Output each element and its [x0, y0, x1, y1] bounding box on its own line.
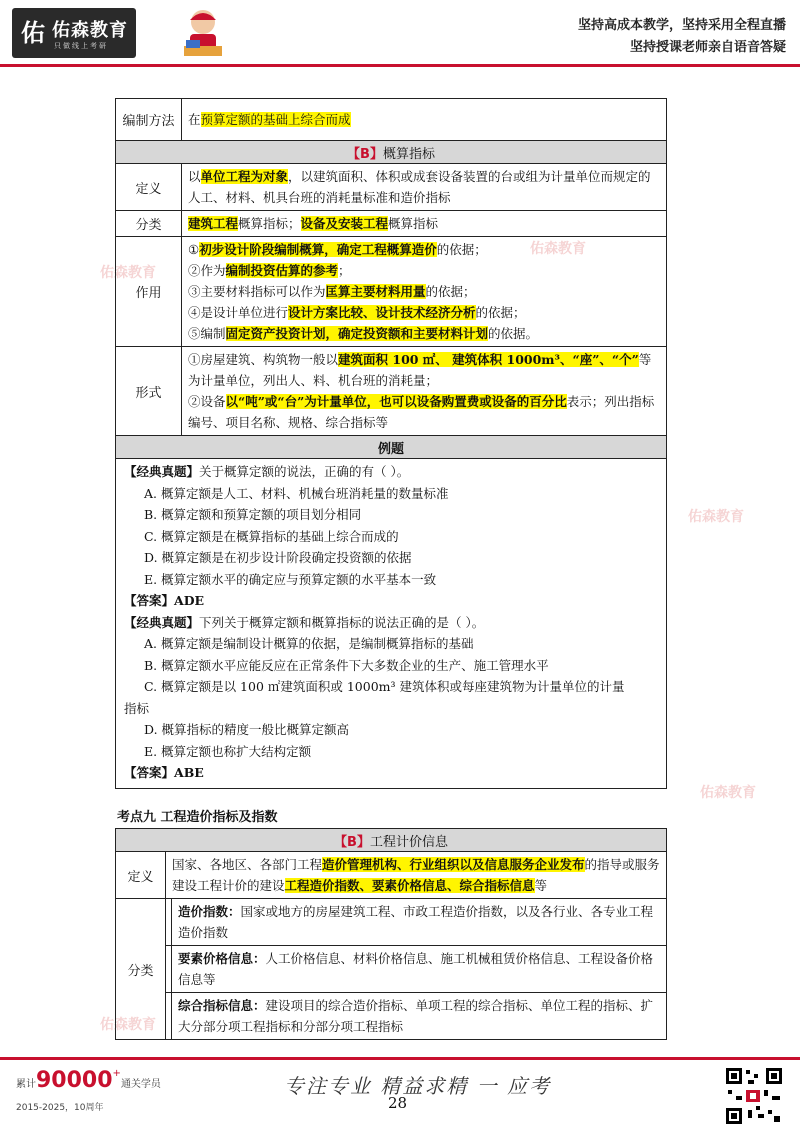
brand-tagline: 只做线上考研 [54, 42, 108, 50]
footer-divider [0, 1057, 800, 1060]
brand-name: 佑森教育 [52, 20, 128, 41]
concept-table-estimate-index [115, 98, 667, 789]
form-value [182, 347, 667, 436]
question-2-stem: 【经典真题】下列关于概算定额和概算指标的说法正确的是（ ）。 [124, 614, 485, 630]
watermark-logo-icon: 佑森教育 [100, 265, 156, 281]
mascot-icon [178, 6, 228, 62]
slogan-line-1: 坚持高成本教学，坚持采用全程直播 [577, 18, 786, 33]
method-value: 在预算定额的基础上综合而成 [182, 99, 667, 141]
definition-label: 定义 [116, 164, 182, 211]
section-heading-kaodian-9: 考点九 工程造价指标及指数 [117, 810, 278, 825]
question-option: A. 概算定额是编制设计概算的依据，是编制概算指标的基础 [144, 636, 474, 651]
concept-table-cost-info [115, 828, 667, 1040]
handwritten-motto: 专注专业 精益求精 一 应考 [284, 1074, 552, 1098]
function-item: ③主要材料指标可以作为匡算主要材料用量的依据； [188, 284, 476, 299]
logo-emblem-icon: 佑 [21, 18, 45, 47]
example-questions [116, 459, 667, 789]
classification-item: 要素价格信息：人工价格信息、材料价格信息、施工机械租赁价格信息、工程设备价格信息等 [172, 946, 667, 993]
classification-value: 建筑工程概算指标；设备及安装工程概算指标 [182, 211, 667, 237]
watermark-logo-icon: 佑森教育 [700, 785, 756, 801]
header-divider [0, 64, 800, 67]
watermark-logo-icon: 佑森教育 [100, 1017, 156, 1033]
function-item: ④是设计单位进行设计方案比较、设计技术经济分析的依据； [188, 305, 526, 320]
example-header: 例题 [116, 436, 667, 459]
classification-item: 综合指标信息：建设项目的综合造价指标、单项工程的综合指标、单位工程的指标、扩大分部分项工程指标和分部分项工程指标 [172, 993, 667, 1040]
student-count: 累计90000+通关学员 [16, 1068, 161, 1093]
question-option: A. 概算定额是人工、材料、机械台班消耗量的数量标准 [144, 485, 449, 501]
question-option: C. 概算定额是以 100 ㎡建筑面积或 1000m³ 建筑体积或每座建筑物为计量单位的计量 [144, 679, 625, 694]
anniversary-text: 2015-2025，10周年 [16, 1103, 104, 1113]
question-1-answer: 【答案】ADE [124, 593, 205, 608]
page-header [0, 0, 800, 66]
question-option: C. 概算定额是在概算指标的基础上综合而成的 [144, 528, 399, 544]
function-item: ⑤编制固定资产投资计划，确定投资额和主要材料计划的依据。 [188, 326, 539, 341]
question-option: E. 概算定额水平的确定应与预算定额的水平基本一致 [144, 571, 437, 587]
definition-value: 以单位工程为对象，以建筑面积、体积或成套设备装置的台或组为计量单位而规定的人工、材料、机具台班的消耗量标准和造价指标 [182, 164, 667, 211]
classification-label: 分类 [116, 899, 166, 1040]
question-option: B. 概算定额和预算定额的项目划分相同 [144, 507, 362, 522]
method-label: 编制方法 [116, 99, 182, 141]
function-item: ②作为编制投资估算的参考； [188, 263, 351, 278]
form-item: ②设备以“吨”或“台”为计量单位，也可以设备购置费或设备的百分比表示；列出指标编号、项目名称、规格、综合指标等 [188, 394, 655, 430]
question-option: D. 概算定额是在初步设计阶段确定投资额的依据 [144, 550, 412, 565]
question-option: E. 概算定额也称扩大结构定额 [144, 743, 312, 759]
function-label: 作用 [116, 237, 182, 347]
section-header-estimate-index: 【B】概算指标 [116, 141, 667, 164]
definition-value: 国家、各地区、各部门工程造价管理机构、行业组织以及信息服务企业发布的指导或服务建设工程计价的建设工程造价指数、要素价格信息、综合指标信息等 [166, 852, 667, 899]
function-item: ①初步设计阶段编制概算，确定工程概算造价的依据； [188, 242, 487, 257]
question-option: D. 概算指标的精度一般比概算定额高 [144, 722, 350, 737]
watermark-logo-icon: 佑森教育 [530, 241, 586, 257]
page-number: 28 [388, 1094, 408, 1112]
qr-code-icon [724, 1066, 784, 1126]
definition-label: 定义 [116, 852, 166, 899]
question-1-stem: 【经典真题】关于概算定额的说法，正确的有（ ）。 [124, 464, 410, 479]
form-label: 形式 [116, 347, 182, 436]
classification-label: 分类 [116, 211, 182, 237]
question-option-wrap: 指标 [124, 700, 150, 716]
question-2-answer: 【答案】ABE [124, 765, 204, 780]
section-header-cost-info: 【B】工程计价信息 [116, 829, 667, 852]
slogan-line-2: 坚持授课老师亲自语音答疑 [629, 40, 786, 55]
form-item: ①房屋建筑、构筑物一般以建筑面积 100 ㎡、 建筑体积 1000m³、“座”、“个”等为计量单位，列出人、料、机台班的消耗量； [188, 352, 652, 388]
classification-item: 造价指数：国家或地方的房屋建筑工程、市政工程造价指数，以及各行业、各专业工程造价指数 [172, 899, 667, 946]
watermark-logo-icon: 佑森教育 [688, 509, 744, 525]
brand-logo [12, 8, 136, 58]
question-option: B. 概算定额水平应能反应在正常条件下大多数企业的生产、施工管理水平 [144, 657, 549, 673]
function-value [182, 237, 667, 347]
